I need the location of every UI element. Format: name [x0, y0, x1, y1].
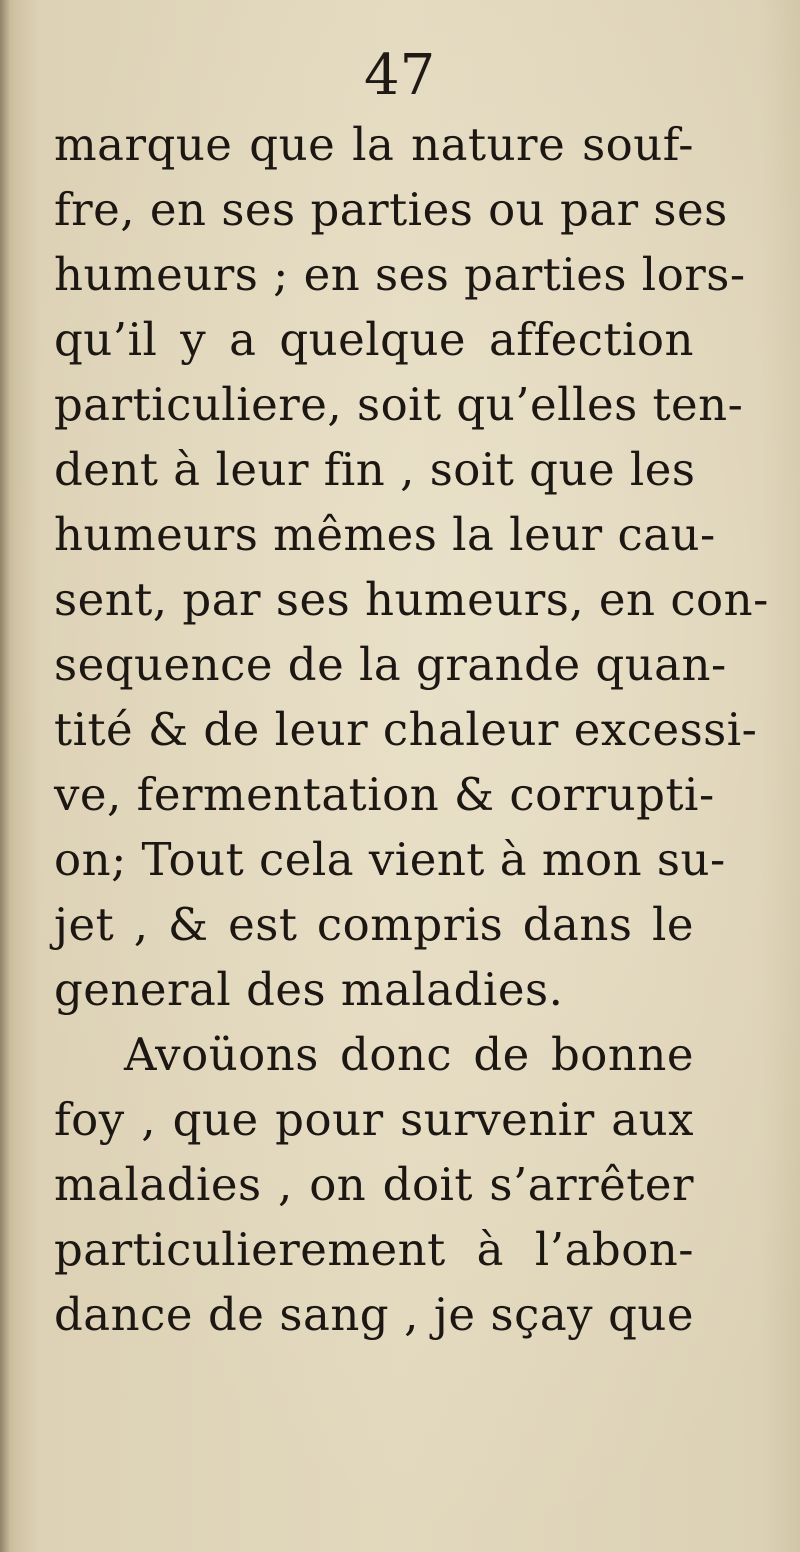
text-line: fre, en ses parties ou par ses: [54, 183, 728, 236]
binding-edge: [0, 0, 10, 1552]
text-line: humeurs ; en ses parties lors-: [54, 248, 746, 301]
text-line-paragraph-start: Avoüons donc de bonne: [124, 1028, 694, 1081]
text-line-paragraph-end: general des maladies.: [54, 963, 564, 1016]
text-line: maladies , on doit s’arrêter: [54, 1158, 694, 1211]
text-line: humeurs mêmes la leur cau-: [54, 508, 716, 561]
text-line: sent, par ses humeurs, en con-: [54, 573, 769, 626]
text-line: foy , que pour survenir aux: [54, 1093, 694, 1146]
text-line: dent à leur fin , soit que les: [54, 443, 696, 496]
text-line: tité & de leur chaleur excessi-: [54, 703, 758, 756]
text-line: sequence de la grande quan-: [54, 638, 727, 691]
page-number: 47: [364, 43, 436, 108]
text-line: particulierement à l’abon-: [54, 1223, 694, 1276]
text-line: on; Tout cela vient à mon su-: [54, 833, 726, 886]
text-line: dance de sang , je sçay que: [54, 1288, 694, 1341]
text-line: qu’il y a quelque affection: [54, 313, 694, 366]
body-text: [54, 112, 769, 1347]
text-line: jet , & est compris dans le: [54, 898, 694, 951]
text-line: marque que la nature souf-: [54, 118, 694, 171]
text-line: ve, fermentation & corrupti-: [54, 768, 715, 821]
text-line: particuliere, soit qu’elles ten-: [54, 378, 744, 431]
